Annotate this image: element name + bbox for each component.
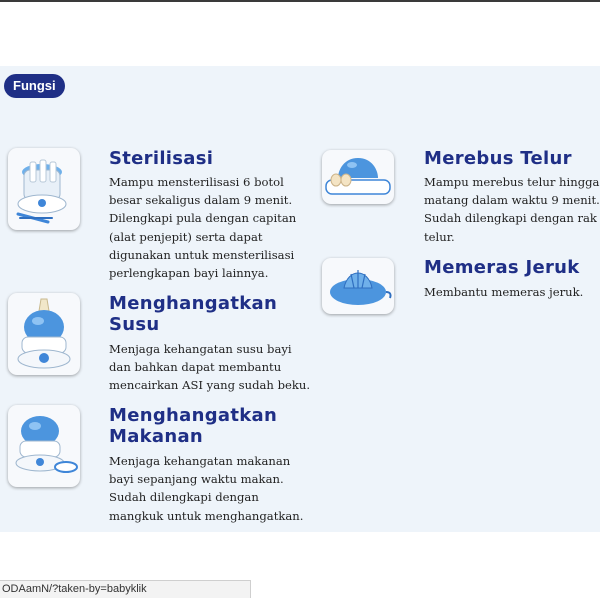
food-warmer-icon	[8, 405, 80, 487]
feature-desc-telur: Mampu merebus telur hingga matang dalam waktu 9 menit. Sudah dilengkapi dengan rak telur.	[424, 175, 600, 244]
feature-title-makanan-text: Menghangatkan Makanan	[109, 405, 278, 447]
feature-title-makanan	[109, 405, 277, 447]
bottle-warmer-icon	[8, 293, 80, 375]
feature-desc-susu: Menjaga kehangatan susu bayi dan bahkan dapat membantu mencairkan ASI yang sudah beku.	[109, 342, 311, 393]
top-border	[0, 0, 600, 2]
juicer-icon	[322, 258, 394, 314]
sterilizer-icon	[8, 148, 80, 230]
feature-desc-makanan: Menjaga kehangatan makanan bayi sepanjang waktu makan. Sudah dilengkapi dengan mangkuk untuk menghangatkan.	[109, 454, 304, 523]
feature-title-telur: Merebus Telur	[424, 148, 572, 169]
feature-title-susu-text: Menghangatkan Susu	[109, 293, 278, 335]
status-url: ODAamN/?taken-by=babyklik	[0, 580, 251, 598]
feature-desc-sterilisasi: Mampu mensterilisasi 6 botol besar sekaligus dalam 9 menit. Dilengkapi pula dengan capitan (alat penjepit) serta dapat digunakan untuk mensterilisasi perlengkapan bayi lainnya.	[109, 175, 297, 281]
feature-title-sterilisasi: Sterilisasi	[109, 148, 214, 169]
feature-desc-jeruk: Membantu memeras jeruk.	[424, 285, 584, 299]
feature-title-jeruk: Memeras Jeruk	[424, 257, 580, 278]
egg-boiler-icon	[322, 150, 394, 204]
section-badge: Fungsi	[4, 74, 65, 98]
feature-title-susu	[109, 293, 277, 335]
